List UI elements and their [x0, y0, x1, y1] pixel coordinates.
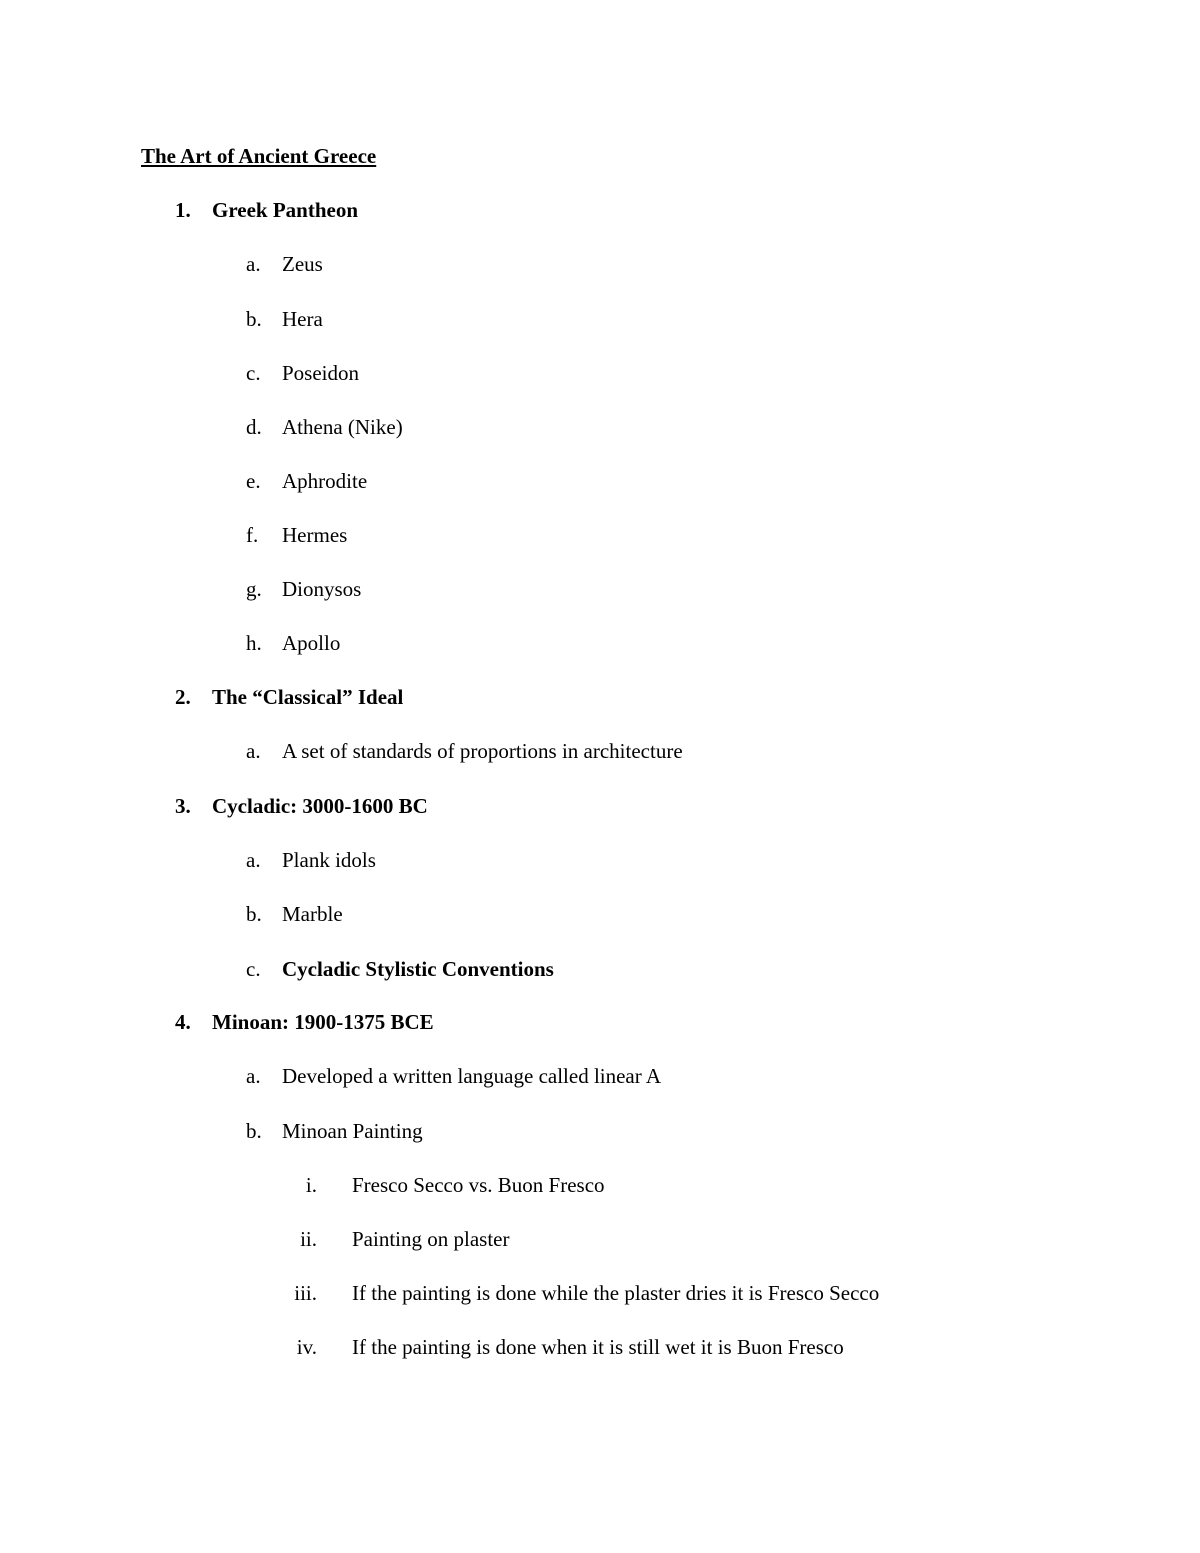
section-4-number: 4. — [175, 1010, 191, 1034]
list-item-marker: e. — [246, 469, 261, 493]
list-item-marker: b. — [246, 307, 262, 331]
sub-list-item: If the painting is done when it is still wet it is Buon Fresco — [352, 1335, 844, 1359]
section-3-heading: Cycladic: 3000-1600 BC — [212, 794, 428, 818]
list-item: Zeus — [282, 252, 323, 276]
list-item-marker: c. — [246, 361, 261, 385]
sub-list-item: If the painting is done while the plaster dries it is Fresco Secco — [352, 1281, 880, 1305]
list-item: Aphrodite — [282, 469, 368, 493]
list-item: Apollo — [282, 631, 341, 655]
list-item-marker: b. — [246, 902, 262, 926]
sub-list-item-marker: i. — [305, 1173, 317, 1197]
sub-list-item-marker: iii. — [294, 1281, 317, 1305]
sub-list-item-marker: ii. — [300, 1227, 317, 1251]
list-item-marker: b. — [246, 1119, 262, 1143]
list-item: Plank idols — [282, 848, 376, 872]
list-item: Poseidon — [282, 361, 360, 385]
sub-list-item: Fresco Secco vs. Buon Fresco — [352, 1173, 605, 1197]
document-title: The Art of Ancient Greece — [141, 144, 377, 168]
list-item-marker: d. — [246, 415, 262, 439]
list-item: Minoan Painting — [282, 1119, 423, 1143]
sub-list-item-marker: iv. — [296, 1335, 317, 1359]
sub-list-item: Painting on plaster — [352, 1227, 510, 1251]
list-item-marker: a. — [246, 1064, 261, 1088]
section-2-number: 2. — [175, 685, 191, 709]
list-item-marker: a. — [246, 252, 261, 276]
section-2-heading: The “Classical” Ideal — [212, 685, 404, 709]
list-item-marker: g. — [246, 577, 262, 601]
list-item: Developed a written language called linear A — [282, 1064, 662, 1088]
list-item-marker: f. — [246, 523, 259, 547]
list-item: Marble — [282, 902, 343, 926]
section-3-number: 3. — [175, 794, 191, 818]
list-item: A set of standards of proportions in architecture — [282, 739, 683, 763]
list-item: Athena (Nike) — [282, 415, 403, 439]
section-4-heading: Minoan: 1900-1375 BCE — [212, 1010, 434, 1034]
list-item: Hera — [282, 307, 323, 331]
section-1-heading: Greek Pantheon — [212, 198, 359, 222]
list-item-marker: a. — [246, 848, 261, 872]
list-item-marker: h. — [246, 631, 262, 655]
list-item-marker: a. — [246, 739, 261, 763]
list-item: Dionysos — [282, 577, 362, 601]
list-item: Cycladic Stylistic Conventions — [282, 957, 554, 981]
section-1-number: 1. — [175, 198, 191, 222]
list-item-marker: c. — [246, 957, 261, 981]
list-item: Hermes — [282, 523, 348, 547]
